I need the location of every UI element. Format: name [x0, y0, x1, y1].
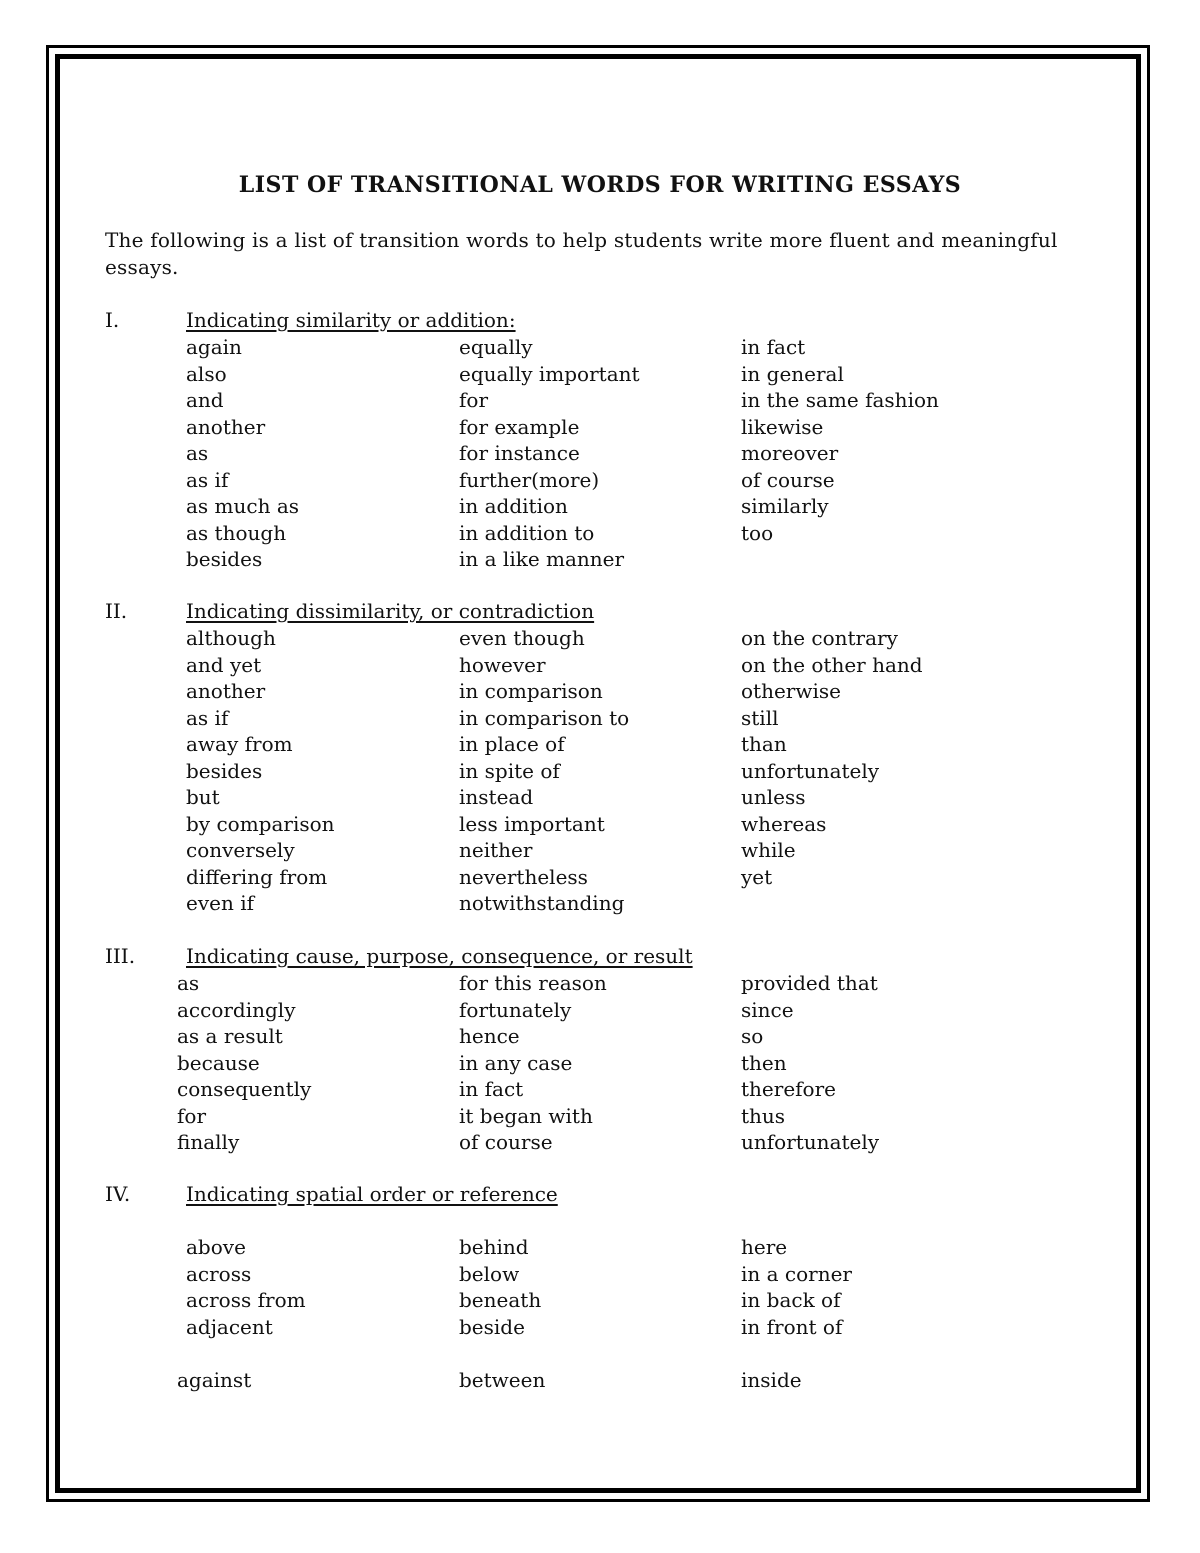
word-item: then — [741, 1050, 787, 1075]
word-item: nevertheless — [459, 864, 588, 889]
word-item: for example — [459, 414, 580, 439]
word-item: since — [741, 997, 794, 1022]
section-heading: Indicating cause, purpose, consequence, or result — [186, 944, 693, 968]
word-item: as if — [186, 467, 229, 492]
word-item: because — [177, 1050, 260, 1075]
word-item: instead — [459, 785, 534, 809]
word-item: as much as — [186, 494, 300, 518]
word-item: in front of — [741, 1314, 843, 1339]
word-item: while — [741, 838, 796, 862]
word-item: in back of — [741, 1288, 841, 1312]
word-item: and — [186, 388, 224, 412]
word-column-2 — [459, 970, 607, 1156]
word-item: for — [177, 1103, 207, 1128]
word-column-2 — [459, 625, 629, 917]
page-title: LIST OF TRANSITIONAL WORDS FOR WRITING ESSAYS — [238, 172, 962, 198]
word-column-1 — [186, 334, 299, 573]
word-item: as — [186, 441, 209, 465]
word-item: in fact — [741, 335, 806, 359]
word-item: although — [186, 626, 276, 650]
word-item: in fact — [459, 1077, 524, 1101]
word-item: equally — [459, 335, 533, 359]
section-numeral: II. — [105, 599, 128, 623]
word-column-3 — [741, 1234, 852, 1340]
word-item: for — [459, 388, 489, 412]
word-item: inside — [741, 1368, 802, 1392]
word-item: provided that — [741, 971, 878, 995]
word-item: again — [186, 335, 242, 359]
word-item: conversely — [186, 838, 295, 862]
word-item: less important — [459, 811, 605, 836]
section-numeral: IV. — [105, 1182, 131, 1206]
word-item: besides — [186, 758, 263, 783]
word-item: therefore — [741, 1077, 836, 1101]
word-item: as though — [186, 520, 287, 545]
word-item: thus — [741, 1103, 786, 1128]
word-item: in a like manner — [459, 547, 625, 571]
word-item: in spite of — [459, 758, 560, 783]
word-item: equally important — [459, 361, 640, 386]
word-item: notwithstanding — [459, 891, 625, 915]
word-item: against — [177, 1368, 252, 1392]
intro-paragraph: The following is a list of transition words to help students write more fluent and meaningful essays. — [105, 228, 1058, 279]
section-heading: Indicating spatial order or reference — [186, 1182, 558, 1206]
word-item: besides — [186, 547, 263, 571]
word-item: on the other hand — [741, 652, 923, 677]
word-item: fortunately — [459, 997, 572, 1022]
word-item: in the same fashion — [741, 388, 939, 412]
word-item: of course — [741, 467, 835, 492]
word-item: too — [741, 520, 774, 545]
word-item: but — [186, 785, 220, 809]
word-column-1 — [186, 625, 335, 917]
word-item: in general — [741, 361, 844, 386]
word-item: in addition to — [459, 520, 595, 545]
word-item: moreover — [741, 441, 839, 465]
word-item: as a result — [177, 1024, 283, 1048]
word-column-2 — [459, 1234, 541, 1340]
word-item: still — [741, 705, 779, 730]
word-column-1 — [177, 970, 311, 1156]
word-item: than — [741, 732, 787, 756]
word-item: hence — [459, 1024, 520, 1048]
word-item: accordingly — [177, 997, 296, 1022]
word-column-3 — [741, 625, 923, 890]
word-item: adjacent — [186, 1314, 273, 1339]
word-item: for this reason — [459, 971, 607, 995]
word-item: so — [741, 1024, 764, 1048]
section-heading: Indicating dissimilarity, or contradiction — [186, 599, 595, 623]
word-column-2 — [459, 334, 640, 573]
word-item: unfortunately — [741, 758, 880, 783]
word-item: unfortunately — [741, 1130, 880, 1154]
word-item: in comparison to — [459, 705, 630, 730]
word-item: on the contrary — [741, 626, 898, 650]
word-column-1 — [186, 1234, 306, 1340]
word-item: above — [186, 1235, 246, 1259]
word-item: another — [186, 414, 266, 439]
word-item: of course — [459, 1130, 553, 1154]
word-item: it began with — [459, 1103, 593, 1128]
word-item: finally — [177, 1130, 240, 1154]
word-item: by comparison — [186, 811, 335, 836]
word-item: between — [459, 1368, 546, 1392]
word-item: yet — [741, 864, 773, 889]
word-item: for instance — [459, 441, 580, 465]
word-item: however — [459, 652, 546, 677]
word-item: likewise — [741, 414, 824, 439]
word-item: consequently — [177, 1077, 312, 1101]
word-item: in any case — [459, 1050, 573, 1075]
word-item: in comparison — [459, 679, 603, 703]
section-numeral: I. — [105, 308, 120, 332]
word-item: across from — [186, 1288, 306, 1312]
word-item: across — [186, 1261, 252, 1286]
word-item: in a corner — [741, 1261, 852, 1286]
word-item: here — [741, 1235, 788, 1259]
word-item: further(more) — [459, 467, 600, 492]
word-item: another — [186, 679, 266, 703]
word-item: as if — [186, 705, 229, 730]
word-item: whereas — [741, 811, 827, 836]
word-item: in place of — [459, 732, 565, 756]
word-item: away from — [186, 732, 293, 756]
word-column-3 — [741, 334, 939, 546]
word-item: beneath — [459, 1288, 542, 1312]
word-item: differing from — [186, 864, 328, 889]
word-item: as — [177, 971, 200, 995]
section-numeral: III. — [105, 944, 136, 968]
word-item: behind — [459, 1235, 529, 1259]
word-item: unless — [741, 785, 806, 809]
word-item: similarly — [741, 494, 829, 518]
word-item: otherwise — [741, 679, 841, 703]
word-item: even though — [459, 626, 585, 650]
word-item: neither — [459, 838, 533, 862]
word-item: also — [186, 361, 227, 386]
word-item: in addition — [459, 494, 568, 518]
section-heading: Indicating similarity or addition: — [186, 308, 516, 332]
word-column-3 — [741, 970, 879, 1156]
word-item: and yet — [186, 652, 262, 677]
word-item: beside — [459, 1314, 525, 1339]
word-item: even if — [186, 891, 255, 915]
word-item: below — [459, 1261, 520, 1286]
